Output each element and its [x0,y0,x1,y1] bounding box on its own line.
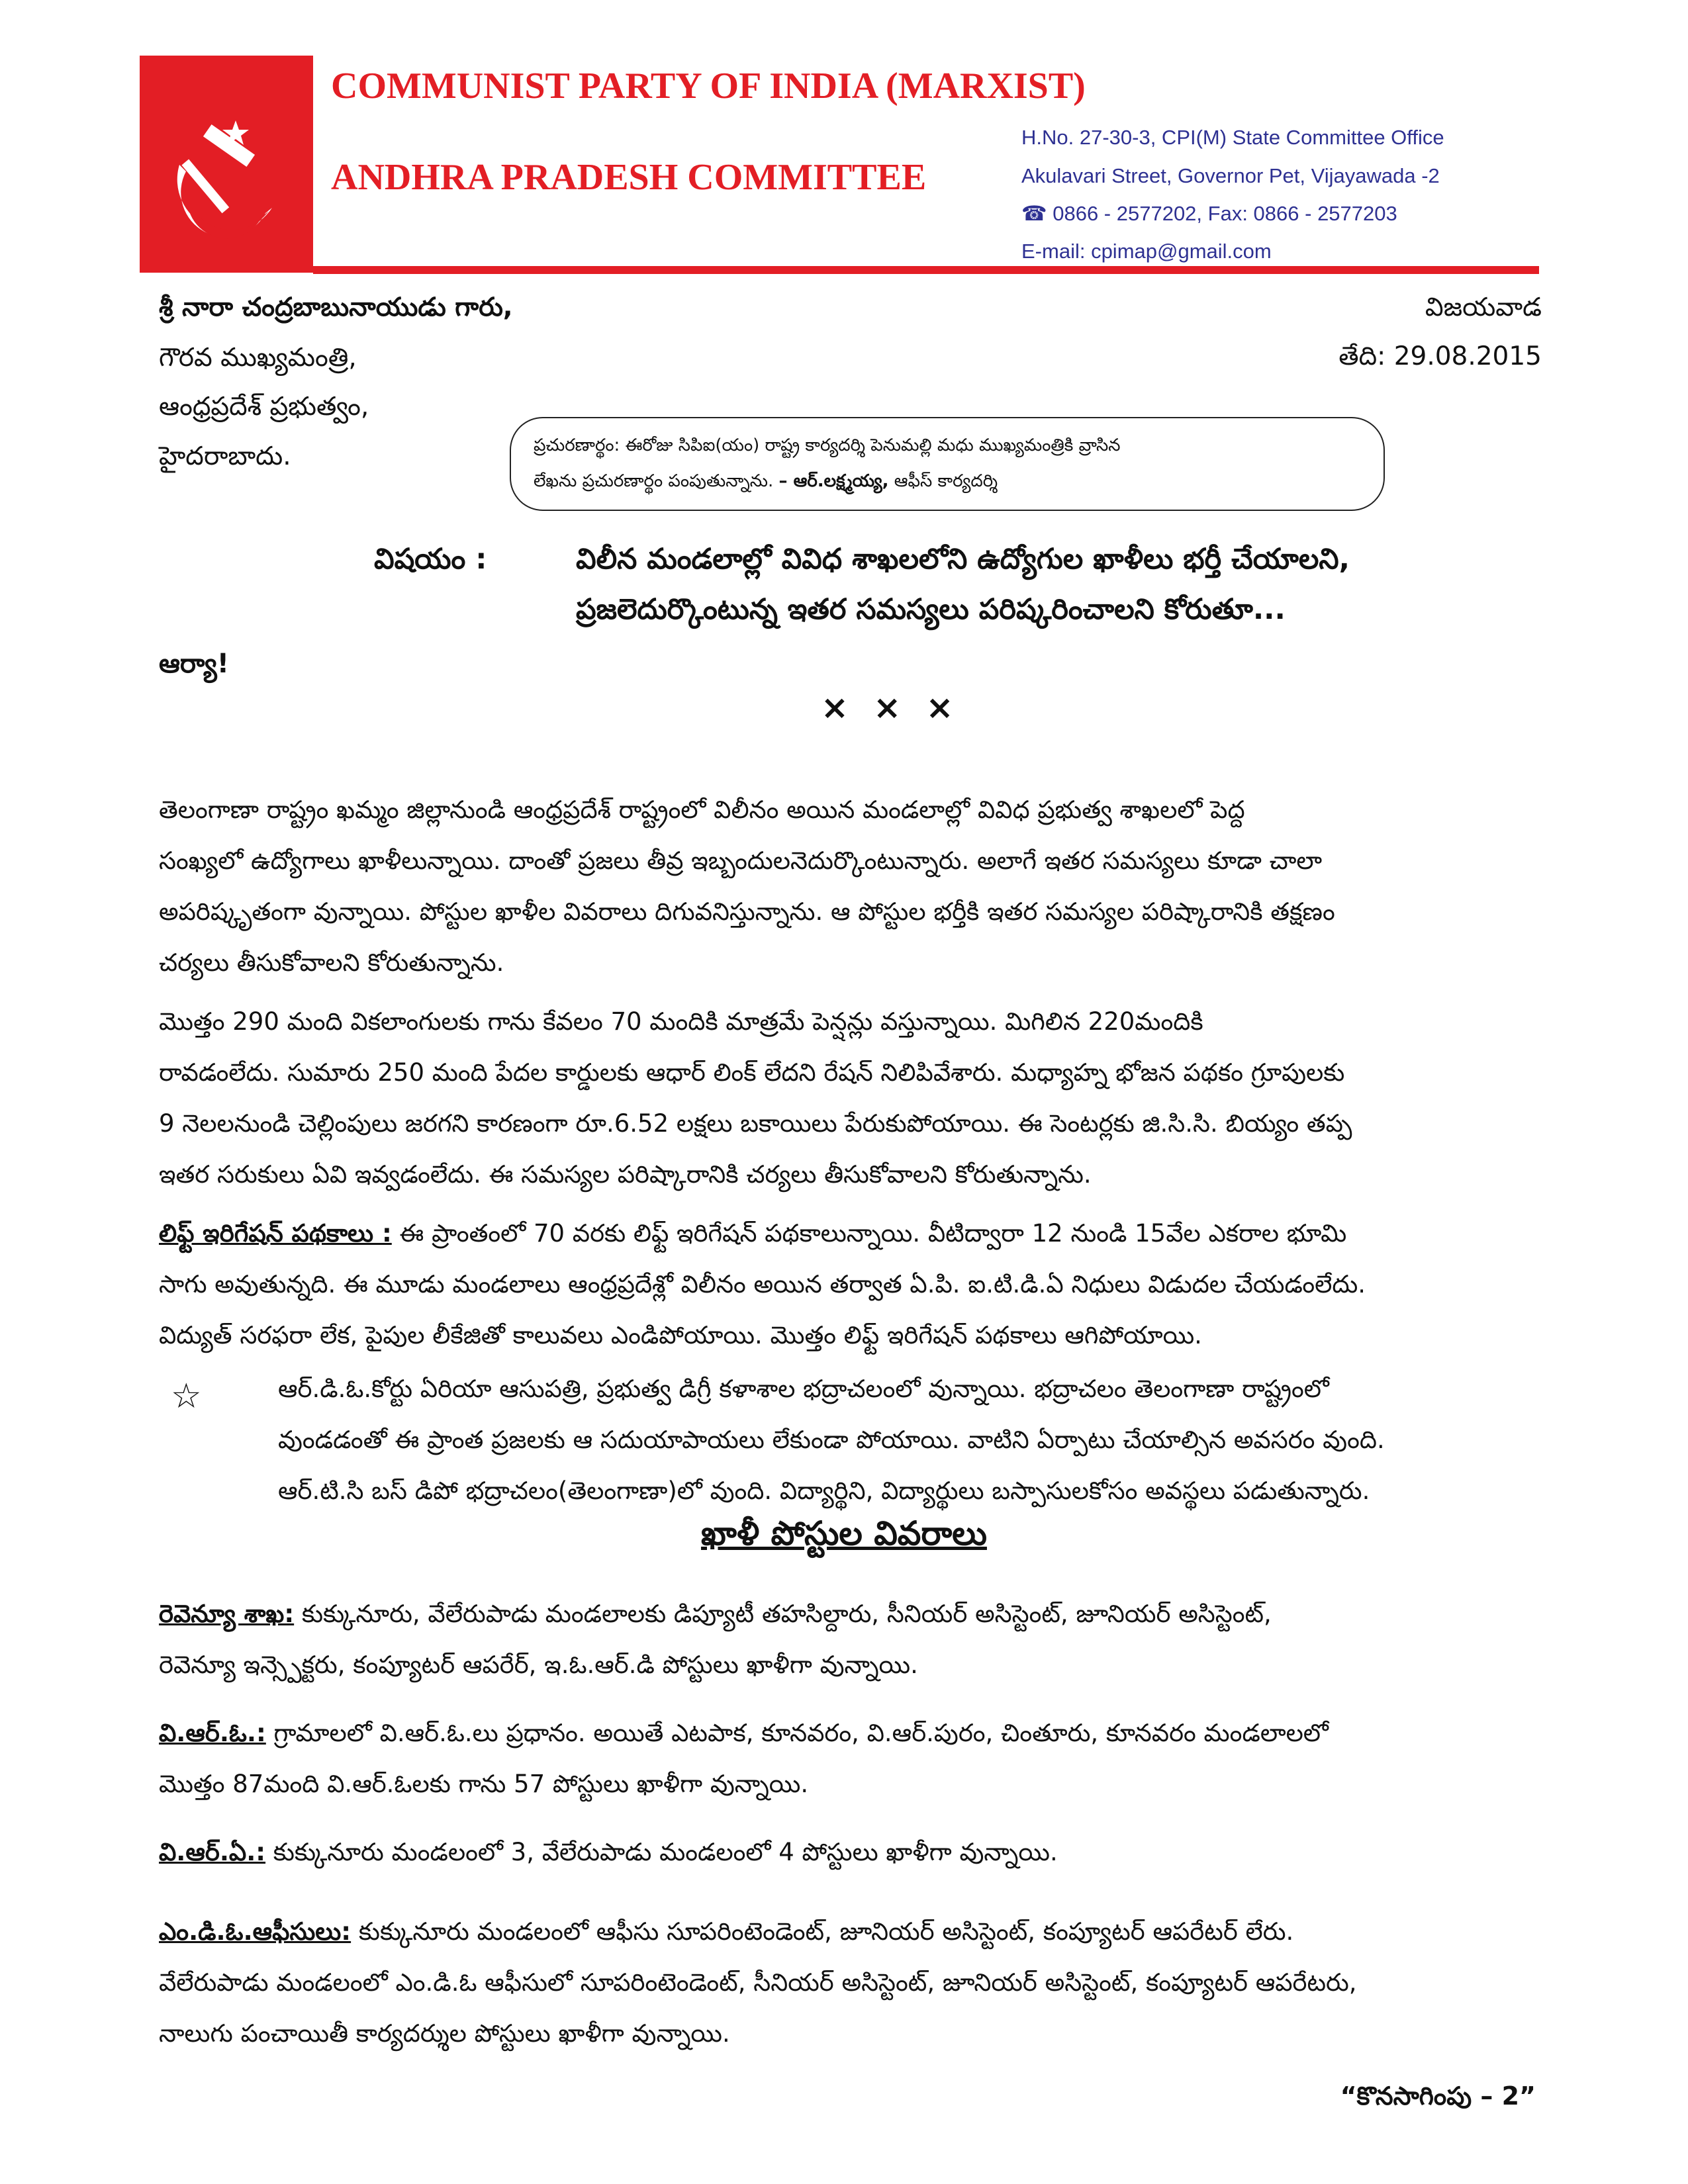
subject-line-2: ప్రజలెదుర్కొంటున్న ఇతర సమస్యలు పరిష్కరించాలని కోరుతూ... [576,593,1286,626]
paragraph-lift-irrigation [159,1208,1542,1361]
section-separator: × × × [821,688,961,727]
paragraph-line: సంఖ్యలో ఉద్యోగాలు ఖాళీలున్నాయి. దాంతో ప్రజలు తీవ్ర ఇబ్బందులనెదుర్కొంటున్నారు. అలాగే ఇతర సమస్యలు కూడా చాలా [159,846,1323,875]
recipient-city: హైదరాబాదు. [159,441,291,471]
committee-name: ANDHRA PRADESH COMMITTEE [331,157,927,198]
recipient-title: గౌరవ ముఖ్యమంత్రి, [159,343,357,373]
subject-label: విషయం : [374,543,487,576]
paragraph-line: ఆర్.టి.సి బస్ డిపో భద్రాచలం(తెలంగాణా)లో వుంది. విద్యార్థిని, విద్యార్థులు బస్పాసులకోసం అవస్థలు పడుతున్నారు. [278,1477,1370,1505]
paragraph-line-text: కుక్కునూరు మండలంలో ఆఫీసు సూపరింటెండెంట్, జూనియర్ అసిస్టెంట్, కంప్యూటర్ ఆపరేటర్ లేరు. [351,1917,1294,1946]
paragraph-intro [159,784,1542,988]
paragraph-line: ఇతర సరుకులు ఏవి ఇవ్వడంలేదు. ఈ సమస్యల పరిష్కారానికి చర్యలు తీసుకోవాలని కోరుతున్నాను. [159,1160,1092,1189]
paragraph-bhadrachalam [278,1363,1542,1516]
press-note-signer: – ఆర్.లక్ష్మయ్య, [778,471,889,491]
press-note-text: లేఖను ప్రచురణార్థం పంపుతున్నాను. [534,471,779,491]
paragraph-line: మొత్తం 290 మంది వికలాంగులకు గాను కేవలం 70 మందికి మాత్రమే పెన్షన్లు వస్తున్నాయి. మిగిలిన 220మందికి [159,1007,1203,1036]
paragraph-line: వుండడంతో ఈ ప్రాంత ప్రజలకు ఆ సదుయాపాయలు లేకుండా పోయాయి. వాటిని ఏర్పాటు చేయాల్సిన అవసరం వుంది. [278,1426,1385,1454]
letter-place: విజయవాడ [1425,293,1542,322]
paragraph-pensions [159,996,1542,1200]
press-note-box [510,417,1385,511]
posts-revenue [159,1588,1542,1690]
paragraph-line-text: ఈ ప్రాంతంలో 70 వరకు లిఫ్ట్ ఇరిగేషన్ పథకాలున్నాయి. వీటిద్వారా 12 నుండి 15వేల ఎకరాల భూమి [391,1219,1347,1248]
posts-mdo [159,1906,1542,2059]
press-note-line-2 [534,463,1361,499]
revenue-label: రెవెన్యూ శాఖ: [159,1600,295,1628]
paragraph-line: తెలంగాణా రాష్ట్రం ఖమ్మం జిల్లానుండి ఆంధ్రప్రదేశ్ రాష్ట్రంలో విలీనం అయిన మండలాల్లో వివిధ ప్రభుత్వ శాఖలలో పెద్ద [159,796,1245,824]
continued-marker: “కొనసాగింపు – 2” [1340,2081,1536,2111]
party-logo [140,56,313,273]
mdo-label: ఎం.డి.ఓ.ఆఫీసులు: [159,1917,352,1946]
letter-date: తేది: 29.08.2015 [1338,341,1542,371]
press-note-line-1: ప్రచురణార్థం: ఈరోజు సిపిఐ(యం) రాష్ట్ర కార్యదర్శి పెనుమల్లి మధు ముఖ్యమంత్రికి వ్రాసిన [534,435,1121,455]
paragraph-line [159,1707,1542,1758]
party-name: COMMUNIST PARTY OF INDIA (MARXIST) [331,66,1086,107]
paragraph-line: సాగు అవుతున్నది. ఈ మూడు మండలాలు ఆంధ్రప్రదేశ్లో విలీనం అయిన తర్వాత ఏ.పి. ఐ.టి.డి.ఏ నిధులు విడుదల చేయడంలేదు. [159,1270,1366,1298]
paragraph-line: ఆర్.డి.ఓ.కోర్టు ఏరియా ఆసుపత్రి, ప్రభుత్వ డిగ్రీ కళాశాల భద్రాచలంలో వున్నాయి. భద్రాచలం తెలంగాణా రాష్ట్రంలో [278,1375,1329,1403]
paragraph-line: వేలేరుపాడు మండలంలో ఎం.డి.ఓ ఆఫీసులో సూపరింటెండెంట్, సీనియర్ అసిస్టెంట్, జూనియర్ అసిస్టెంట్, కంప్యూటర్ ఆపరేటరు, [159,1968,1357,1997]
paragraph-line: చర్యలు తీసుకోవాలని కోరుతున్నాను. [159,948,504,977]
star-bullet-icon: ☆ [171,1377,202,1416]
paragraph-line-text: కుక్కునూరు మండలంలో 3, వేలేరుపాడు మండలంలో 4 పోస్టులు ఖాళీగా వున్నాయి. [265,1838,1058,1866]
paragraph-line: విద్యుత్ సరఫరా లేక, పైపుల లీకేజితో కాలువలు ఎండిపోయాయి. మొత్తం లిఫ్ట్ ఇరిగేషన్ పథకాలు ఆగిపోయాయి. [159,1321,1202,1349]
recipient-government: ఆంధ్రప్రదేశ్ ప్రభుత్వం, [159,392,369,422]
vacant-posts-heading: ఖాళీ పోస్టుల వివరాలు [701,1514,987,1553]
paragraph-line: 9 నెలలనుండి చెల్లింపులు జరగని కారణంగా రూ.6.52 లక్షలు బకాయిలు పేరుకుపోయాయి. ఈ సెంటర్లకు జి.సి.సి. బియ్యం తప్ప [159,1109,1352,1138]
email-line: E-mail: cpimap@gmail.com [1021,240,1272,263]
address-line-2: Akulavari Street, Governor Pet, Vijayawada -2 [1021,164,1440,187]
posts-vra [159,1827,1542,1878]
recipient-name: శ్రీ నారా చంద్రబాబునాయుడు గారు, [159,293,513,322]
paragraph-line: రెవెన్యూ ఇన్స్పెక్టరు, కంప్యూటర్ ఆపరేర్, ఇ.ఓ.ఆర్.డి పోస్టులు ఖాళీగా వున్నాయి. [159,1651,918,1679]
paragraph-line-text: గ్రామాలలో వి.ఆర్.ఓ.లు ప్రధానం. అయితే ఎటపాక, కూనవరం, వి.ఆర్.పురం, చింతూరు, కూనవరం మండలాలలో [265,1719,1329,1747]
paragraph-line [159,1588,1542,1639]
hammer-sickle-star-icon [140,56,313,273]
salutation: ఆర్యా! [159,649,229,679]
paragraph-line [159,1827,1542,1878]
subject-line-1: విలీన మండలాల్లో వివిధ శాఖలలోని ఉద్యోగుల ఖాళీలు భర్తీ చేయాలని, [576,543,1350,576]
vra-label: వి.ఆర్.ఏ.: [159,1838,266,1866]
paragraph-line: రావడంలేదు. సుమారు 250 మంది పేదల కార్డులకు ఆధార్ లింక్ లేదని రేషన్ నిలిపివేశారు. మధ్యాహ్న భోజన పథకం గ్రూపులకు [159,1058,1345,1087]
paragraph-line: నాలుగు పంచాయితీ కార్యదర్శుల పోస్టులు ఖాళీగా వున్నాయి. [159,2019,730,2048]
paragraph-line: అపరిష్కృతంగా వున్నాయి. పోస్టుల ఖాళీల వివరాలు దిగువనిస్తున్నాను. ఆ పోస్టుల భర్తీకి ఇతర సమస్యల పరిష్కారానికి తక్షణం [159,897,1335,926]
lift-irrigation-label: లిఫ్ట్ ఇరిగేషన్ పథకాలు : [159,1219,392,1248]
paragraph-line [159,1208,1542,1259]
phone-line: ☎ 0866 - 2577202, Fax: 0866 - 2577203 [1021,202,1397,225]
paragraph-line: మొత్తం 87మంది వి.ఆర్.ఓలకు గాను 57 పోస్టులు ఖాళీగా వున్నాయి. [159,1770,809,1798]
paragraph-line [159,1906,1542,1957]
letterhead-divider [313,266,1539,274]
posts-vro [159,1707,1542,1809]
vro-label: వి.ఆర్.ఓ.: [159,1719,266,1747]
press-note-role: ఆఫీస్ కార్యదర్శి [888,471,998,491]
paragraph-line-text: కుక్కునూరు, వేలేరుపాడు మండలాలకు డిప్యూటీ తహసిల్దారు, సీనియర్ అసిస్టెంట్, జూనియర్ అసిస్టెంట్, [294,1600,1272,1628]
address-line-1: H.No. 27-30-3, CPI(M) State Committee Office [1021,126,1444,149]
